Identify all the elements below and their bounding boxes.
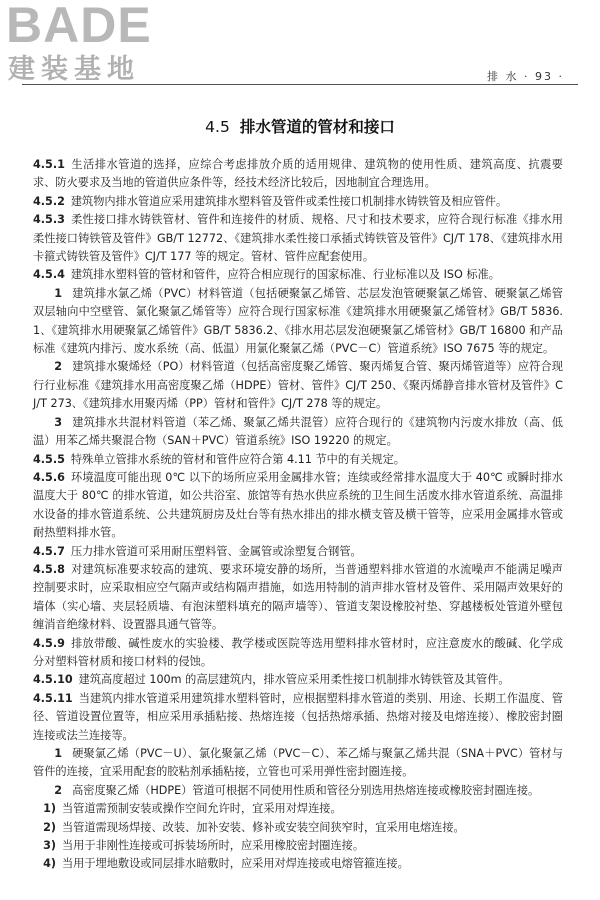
clause-text: 环境温度可能出现 0℃ 以下的场所应采用金属排水管；连续或经常排水温度大于 40℃ 或瞬时排水温度大于 80℃ 的排水管道，如公共浴室、旅馆等有热水供应系统的卫生间生活废水排水管道系统、高温排水设备的排水管道系统、公共建筑厨房及灶台等有热水排出的排水横支管及横干管等，应采用金属排水管或耐热塑料排水管。 [33, 470, 563, 540]
clause-paragraph [33, 469, 563, 543]
body-text [33, 156, 563, 874]
clause-text: 特殊单立管排水系统的管材和管件应符合第 4.11 节中的有关规定。 [70, 452, 405, 466]
section-number: 4.5 [205, 118, 230, 136]
clause-paragraph [33, 211, 563, 266]
clause-number: 4) [43, 857, 56, 871]
clause-paragraph [33, 543, 563, 561]
clause-number: 1) [43, 802, 56, 816]
clause-number: 2 [54, 360, 63, 374]
clause-text: 硬聚氯乙烯（PVC－U）、氯化聚氯乙烯（PVC－C）、苯乙烯与聚氯乙烯共混（SNA＋PVC）管材与管件的连接，宜采用配套的胶粘剂承插粘接，立管也可采用弹性密封圈连接。 [33, 747, 563, 779]
list-item [33, 800, 563, 818]
clause-paragraph [33, 266, 563, 284]
clause-text: 压力排水管道可采用耐压塑料管、金属管或涂塑复合钢管。 [70, 544, 362, 558]
clause-subitem [33, 782, 563, 800]
clause-paragraph [33, 193, 563, 211]
clause-number: 2) [43, 820, 56, 834]
clause-subitem [33, 285, 563, 359]
clause-text: 柔性接口排水铸铁管材、管件和连接件的材质、规格、尺寸和技术要求，应符合现行标准《排水用柔性接口铸铁管及管件》GB/T 12772、《建筑排水柔性接口承插式铸铁管及管件》CJ/T 178、《建筑排水用卡箍式铸铁管及管件》CJ/T 177 等的规定。管材、管件应配套使用。 [33, 213, 563, 264]
list-item [33, 855, 563, 873]
clause-text: 建筑排水氯乙烯（PVC）材料管道（包括硬聚氯乙烯管、芯层发泡管硬聚氯乙烯管、硬聚氯乙烯管双层轴向中空壁管、氯化聚氯乙烯管等）应符合现行国家标准《建筑排水用硬聚氯乙烯管材》GB/T 5836.1、《建筑排水用硬聚氯乙烯管件》GB/T 5836.2、《排水用芯层发泡硬聚氯乙烯管材》GB/T 16800 和产品标准《建筑内排污、废水系统（高、低温）用氯化聚氯乙烯（PVC－C）管道系统》ISO 7675 等的规定。 [33, 286, 563, 356]
clause-number: 4.5.7 [33, 544, 65, 558]
clause-text: 建筑排水共混材料管道（苯乙烯、聚氯乙烯共混管）应符合现行的《建筑物内污废水排放（高、低温）用苯乙烯共聚混合物（SAN＋PVC）管道系统》ISO 19220 的规定。 [33, 415, 563, 448]
list-item [33, 837, 563, 855]
clause-paragraph [33, 635, 563, 672]
clause-text: 建筑高度超过 100m 的高层建筑内，排水管应采用柔性接口机制排水铸铁管及其管件。 [78, 673, 510, 687]
clause-text: 当管道需现场焊接、改装、加补安装、修补或安装空间狭窄时，宜采用电熔连接。 [61, 820, 465, 834]
clause-paragraph [33, 561, 563, 635]
clause-number: 4.5.6 [33, 470, 65, 484]
clause-number: 1 [54, 747, 63, 760]
clause-number: 2 [54, 783, 63, 797]
logo-brand-cn: 建装基地 [8, 54, 140, 85]
clause-text: 高密度聚乙烯（HDPE）管道可根据不同使用性质和管径分别选用热熔连接或橡胶密封圈连接。 [72, 783, 540, 797]
clause-number: 4.5.5 [33, 452, 65, 466]
clause-number: 4.5.2 [33, 194, 65, 208]
clause-paragraph [33, 451, 563, 469]
clause-text: 建筑排水塑料管的管材和管件，应符合相应现行的国家标准、行业标准以及 ISO 标准。 [70, 268, 500, 282]
publisher-logo [6, 0, 176, 90]
clause-subitem [33, 745, 563, 782]
clause-number: 4.5.1 [33, 158, 65, 171]
section-title [0, 117, 600, 137]
clause-paragraph [33, 156, 563, 193]
clause-number: 4.5.11 [33, 691, 73, 705]
clause-text: 生活排水管道的选择，应综合考虑排放介质的适用规律、建筑物的使用性质、建筑高度、抗震要求、防火要求及当地的管道供应条件等，经技术经济比较后，因地制宜合理选用。 [33, 158, 563, 190]
clause-number: 4.5.4 [33, 268, 65, 282]
clause-subitem [33, 414, 563, 451]
clause-text: 建筑排水聚烯烃（PO）材料管道（包括高密度聚乙烯管、聚丙烯复合管、聚丙烯管道等）应符合现行行业标准《建筑排水用高密度聚乙烯（HDPE）管材、管件》CJ/T 250、《聚丙烯静音排水管材及管件》CJ/T 273、《建筑排水用聚丙烯（PP）管材和管件》CJ/T 278 等的规定。 [33, 360, 563, 411]
clause-number: 4.5.8 [33, 562, 65, 576]
clause-paragraph [33, 671, 563, 689]
clause-text: 对建筑标准要求较高的建筑、要求环境安静的场所，当普通塑料排水管道的水流噪声不能满足噪声控制要求时，应采取相应空气隔声或结构隔声措施，如选用特制的消声排水管材及管件、采用隔声效果好的墙体（实心墙、夹层轻质墙、有泡沫塑料填充的隔声墙等）、管道支架设橡胶衬垫、穿越楼板处管道外壁包缠消音绝缘材料、设置器具通气管等。 [33, 562, 563, 632]
clause-number: 1 [54, 286, 63, 300]
clause-text: 建筑物内排水管道应采用建筑排水塑料管及管件或柔性接口机制排水铸铁管及相应管件。 [70, 194, 508, 208]
clause-number: 4.5.9 [33, 636, 65, 650]
clause-number: 4.5.10 [33, 673, 73, 687]
section-title-text: 排水管道的管材和接口 [239, 118, 395, 136]
clause-number: 4.5.3 [33, 213, 65, 227]
clause-number: 3 [54, 415, 63, 429]
clause-text: 当用于埋地敷设或同层排水暗敷时，应采用对焊连接或电熔管箍连接。 [61, 857, 409, 871]
clause-text: 当用于非刚性连接或可拆装场所时，应采用橡胶密封圈连接。 [61, 839, 365, 853]
logo-brand: BADE [6, 0, 152, 53]
clause-text: 当建筑内排水管道采用建筑排水塑料管时，应根据塑料排水管道的类别、用途、长期工作温度、管径、管道设置位置等，相应采用承插粘接、热熔连接（包括热熔承插、热熔对接及电熔连接）、橡胶密封圈连接或法兰连接等。 [33, 691, 563, 742]
clause-number: 3) [43, 839, 56, 853]
running-head: 排 水 · 93 · [487, 70, 564, 83]
clause-text: 当管道需预制安装或操作空间允许时，宜采用对焊连接。 [61, 802, 342, 816]
clause-text: 排放带酸、碱性废水的实验楼、教学楼或医院等选用塑料排水管材时，应注意废水的酸碱、化学成分对塑料管材质和接口材料的侵蚀。 [33, 636, 563, 668]
clause-subitem [33, 358, 563, 413]
header-rule [22, 84, 578, 85]
clause-paragraph [33, 690, 563, 745]
list-item [33, 819, 563, 837]
